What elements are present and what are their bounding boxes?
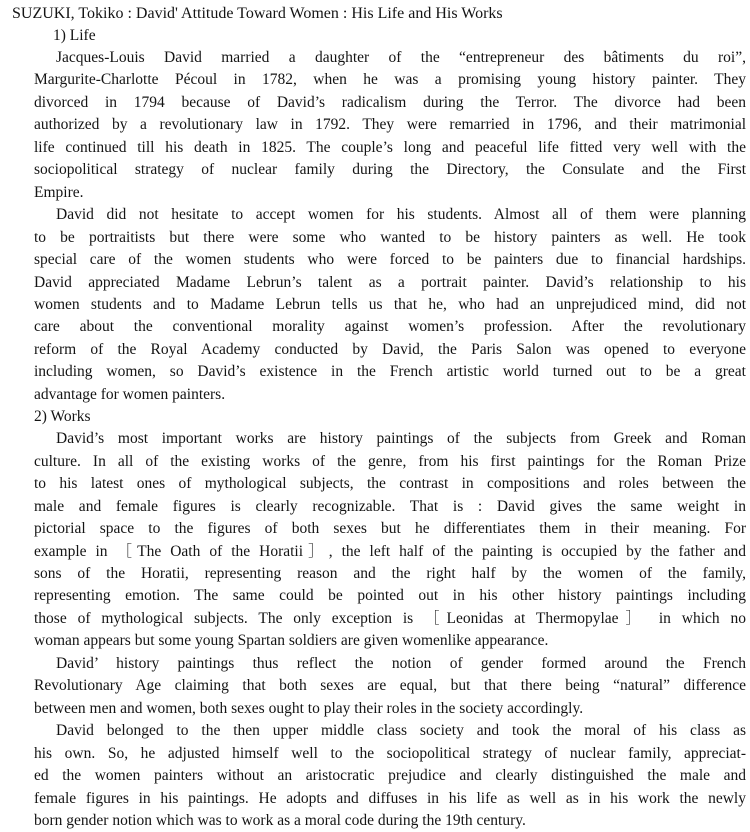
paper-title: SUZUKI, Tokiko : David' Attitude Toward Women : His Life and His Works <box>12 5 503 22</box>
text-line: David’s most important works are history paintings of the subjects from Greek and Roman <box>56 430 746 448</box>
text-line: pictorial space to the figures of both sexes but he differentiates them in their meaning. For <box>34 520 746 538</box>
text-line: David did not hesitate to accept women for his students. Almost all of them were planning <box>56 206 746 224</box>
text-line: to be portraitists but there were some who wanted to be history painters as well. He took <box>34 228 746 246</box>
text-line: life continued till his death in 1825. The couple’s long and peaceful life fitted very well with the <box>34 138 746 156</box>
text-line: to his latest ones of mythological subjects, the contrast in compositions and roles between the <box>34 475 746 493</box>
text-line: Empire. <box>34 183 84 201</box>
paragraph-life-marriage <box>12 47 746 204</box>
text-line: female figures in his paintings. He adopts and diffuses in his life as well as in his work the newly <box>34 789 746 807</box>
text-line: Margurite-Charlotte Pécoul in 1782, when he was a promising young history painter. They <box>34 71 746 89</box>
text-line: his own. So, he adjusted himself well to the sociopolitical strategy of nuclear family, appreciat- <box>34 744 746 762</box>
text-line: divorced in 1794 because of David’s radicalism during the Terror. The divorce had been <box>34 93 746 111</box>
text-line: male and female figures is clearly recognizable. That is : David gives the same weight in <box>34 497 746 515</box>
text-line: Revolutionary Age claiming that both sexes are equal, but that there being “natural” difference <box>34 677 746 695</box>
text-line: example in ［The Oath of the Horatii］, the left half of the painting is occupied by the father and <box>34 542 746 560</box>
text-line: culture. In all of the existing works of the genre, from his first paintings for the Roman Prize <box>34 452 746 470</box>
paragraph-works-gender-notion <box>12 653 746 720</box>
text-line: representing emotion. The same could be pointed out in his other history paintings including <box>34 587 746 605</box>
text-line: advantage for women painters. <box>34 385 226 403</box>
paragraph-works-history-paintings <box>12 428 746 653</box>
section-heading-life: 1) Life <box>53 27 96 44</box>
text-line: ed the women painters without an aristocratic prejudice and clearly distinguished the male and <box>34 767 746 785</box>
text-line: David appreciated Madame Lebrun’s talent as a portrait painter. David’s relationship to his <box>34 273 746 291</box>
text-line: care about the conventional morality against women’s profession. After the revolutionary <box>34 318 746 336</box>
text-line: Jacques-Louis David married a daughter of the “entrepreneur des bâtiments du roi”, <box>56 49 746 66</box>
paragraph-life-students <box>12 204 746 406</box>
text-line: born gender notion which was to work as a moral code during the 19th century. <box>34 811 526 829</box>
paragraph-works-conclusion <box>12 720 746 832</box>
text-line: woman appears but some young Spartan soldiers are given womenlike appearance. <box>34 632 549 650</box>
text-line: David belonged to the then upper middle class society and took the moral of his class as <box>56 722 746 740</box>
text-line: women students and to Madame Lebrun tells us that he, who had an unprejudiced mind, did not <box>34 295 746 313</box>
section-heading-works: 2) Works <box>34 408 91 426</box>
text-line: authorized by a revolutionary law in 1792. They were remarried in 1796, and their matrimonial <box>34 116 746 134</box>
text-line: reform of the Royal Academy conducted by David, the Paris Salon was opened to everyone <box>34 340 746 358</box>
text-line: including women, so David’s existence in the French artistic world turned out to be a great <box>34 363 746 381</box>
text-line: between men and women, both sexes ought to play their roles in the society accordingly. <box>34 699 584 717</box>
text-line: sons of the Horatii, representing reason and the right half by the women of the family, <box>34 564 746 582</box>
text-line: sociopolitical strategy of nuclear family during the Directory, the Consulate and the First <box>34 161 746 179</box>
text-line: those of mythological subjects. The only exception is ［Leonidas at Thermopylae］ in which no <box>34 609 746 627</box>
text-line: special care of the women students who were forced to be painters due to financial hardships. <box>34 251 746 269</box>
text-line: David’ history paintings thus reflect the notion of gender formed around the French <box>56 654 746 672</box>
